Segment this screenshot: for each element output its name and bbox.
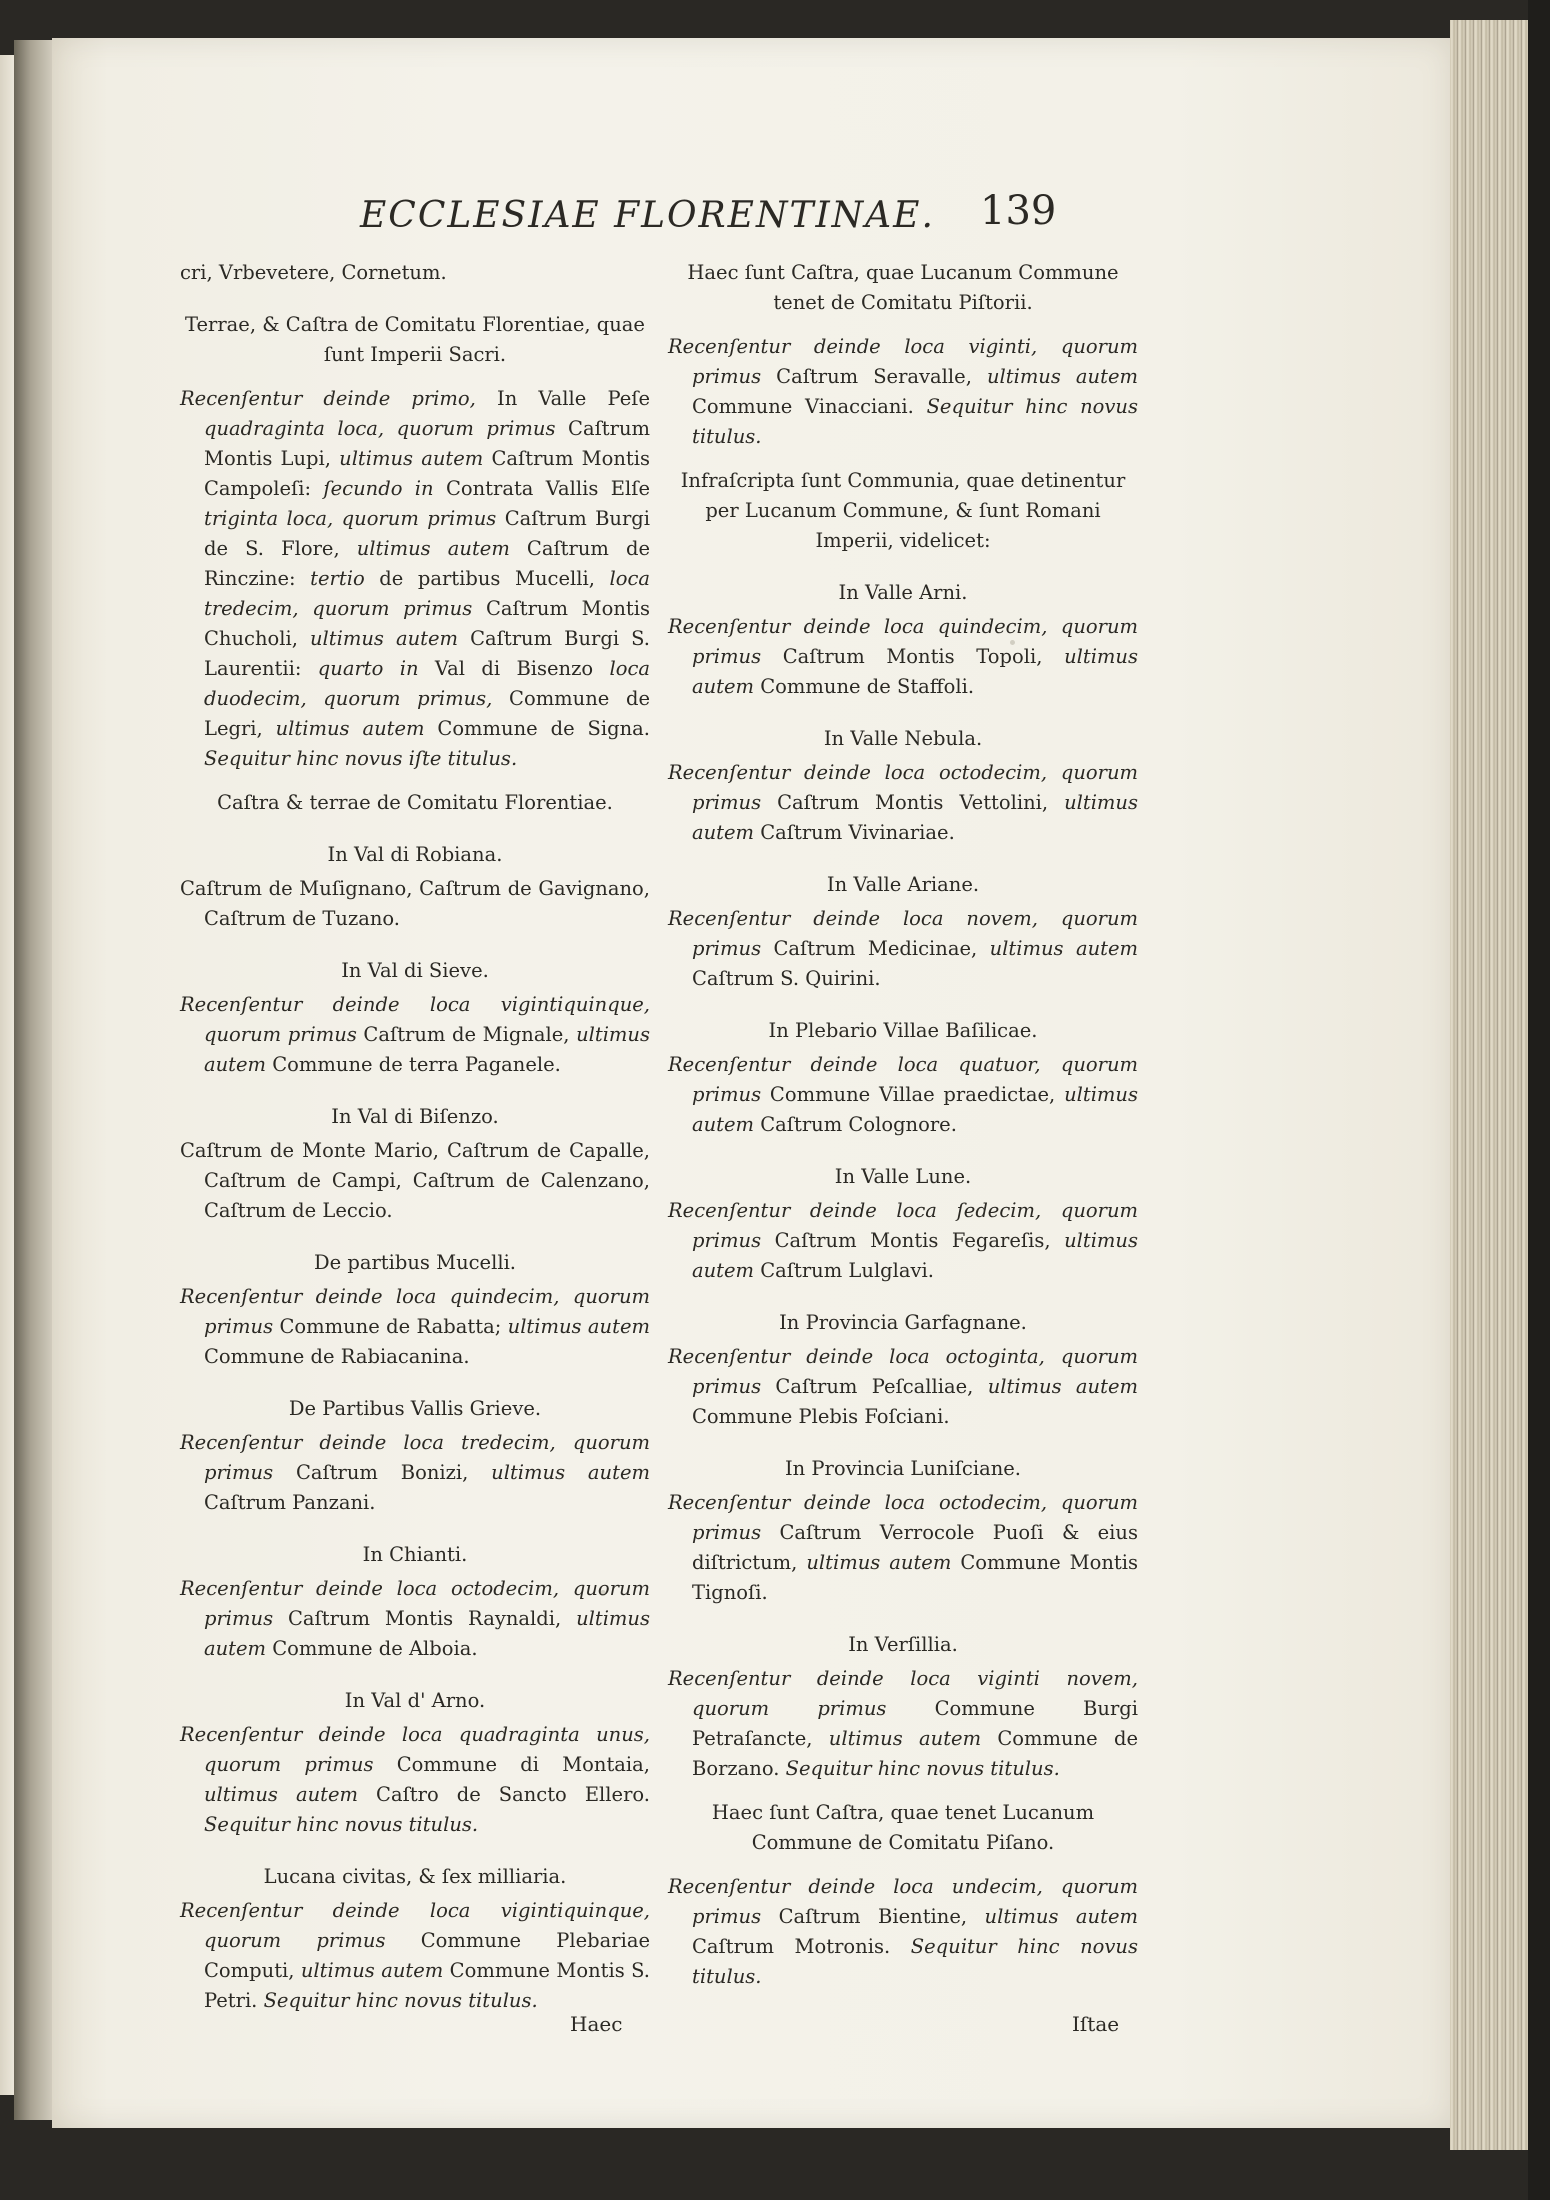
paragraph: Caſtrum de Monte Mario, Caſtrum de Capalle, Caſtrum de Campi, Caſtrum de Calenzano, Caſtrum de Leccio. — [180, 1139, 650, 1222]
paragraph: Recenſentur deinde loca quatuor, quorum primus Commune Villae praedictae, ultimus autem Caſtrum Colognore. — [668, 1053, 1138, 1136]
catchword-right: Iſtae — [1072, 2012, 1120, 2036]
section-heading: In Val di Sieve. — [341, 959, 489, 982]
paragraph: Recenſentur deinde loca octodecim, quorum primus Caſtrum Montis Vettolini, ultimus autem Caſtrum Vivinariae. — [668, 761, 1138, 844]
paragraph: Recenſentur deinde loca viginti novem, quorum primus Commune Burgi Petraſancte, ultimus autem Commune de Borzano. Sequitur hinc novus titulus. — [668, 1667, 1138, 1780]
background-shadow — [1528, 0, 1550, 2200]
section-heading: In Chianti. — [362, 1543, 468, 1566]
paragraph: Recenſentur deinde loca octoginta, quorum primus Caſtrum Peſcalliae, ultimus autem Commune Plebis Foſciani. — [668, 1345, 1138, 1428]
paragraph: Recenſentur deinde loca octodecim, quorum primus Caſtrum Montis Raynaldi, ultimus autem Commune de Alboia. — [180, 1577, 650, 1660]
paragraph: Recenſentur deinde loca quindecim, quorum primus Commune de Rabatta; ultimus autem Commune de Rabiacanina. — [180, 1285, 650, 1368]
paragraph: Recenſentur deinde loca quindecim, quorum primus Caſtrum Montis Topoli, ultimus autem Commune de Staffoli. — [668, 615, 1138, 698]
section-title: Terrae, & Caſtra de Comitatu Florentiae, quae ſunt Imperii Sacri. — [185, 313, 645, 366]
paragraph: Caſtrum de Muſignano, Caſtrum de Gavignano, Caſtrum de Tuzano. — [180, 877, 650, 930]
section-heading: In Val di Robiana. — [327, 843, 503, 866]
continuation-line: cri, Vrbevetere, Cornetum. — [180, 261, 447, 284]
section-title: Infraſcripta ſunt Communia, quae detinentur per Lucanum Commune, & ſunt Romani Imperii, videlicet: — [680, 469, 1126, 552]
catchword-left: Haec — [570, 2012, 623, 2036]
section-heading: In Provincia Luniſciane. — [784, 1457, 1022, 1480]
left-text-column — [180, 258, 650, 2030]
paragraph: Recenſentur deinde loca tredecim, quorum primus Caſtrum Bonizi, ultimus autem Caſtrum Panzani. — [180, 1431, 650, 1514]
section-heading: In Val di Biſenzo. — [331, 1105, 499, 1128]
paragraph: Recenſentur deinde primo, In Valle Peſe quadraginta loca, quorum primus Caſtrum Montis Lupi, ultimus autem Caſtrum Montis Campoleſi: ſecundo in Contrata Vallis Elſe triginta loca, quorum primus Caſtrum Burgi de S. Flore, ultimus autem Caſtrum de Rinczine: tertio de partibus Mucelli, loca tredecim, quorum primus Caſtrum Montis Chucholi, ultimus autem Caſtrum Burgi S. Laurentii: quarto in Val di Bisenzo loca duodecim, quorum primus, Commune de Legri, ultimus autem Commune de Signa. Sequitur hinc novus iſte titulus. — [180, 387, 651, 770]
section-title: Haec ſunt Caſtra, quae tenet Lucanum Commune de Comitatu Piſano. — [711, 1801, 1095, 1854]
section-heading: In Verſillia. — [848, 1633, 958, 1656]
running-header-title: ECCLESIAE FLORENTINAE. — [360, 195, 935, 236]
page-block-edges — [1450, 20, 1534, 2150]
paragraph: Recenſentur deinde loca undecim, quorum primus Caſtrum Bientine, ultimus autem Caſtrum Motronis. Sequitur hinc novus titulus. — [668, 1875, 1138, 1988]
section-heading: In Valle Lune. — [834, 1165, 972, 1188]
paragraph: Recenſentur deinde loca octodecim, quorum primus Caſtrum Verrocole Puoſi & eius diſtrictum, ultimus autem Commune Montis Tignoſi. — [668, 1491, 1138, 1604]
paragraph: Recenſentur deinde loca ſedecim, quorum primus Caſtrum Montis Fegareſis, ultimus autem Caſtrum Lulglavi. — [668, 1199, 1138, 1282]
book-gutter — [14, 40, 56, 2120]
section-heading: In Valle Nebula. — [823, 727, 983, 750]
paragraph: Recenſentur deinde loca viginti, quorum primus Caſtrum Seravalle, ultimus autem Commune Vinacciani. Sequitur hinc novus titulus. — [668, 335, 1139, 448]
section-heading: In Valle Arni. — [838, 581, 968, 604]
section-heading: Lucana civitas, & ſex milliaria. — [263, 1865, 567, 1888]
paragraph: Recenſentur deinde loca quadraginta unus, quorum primus Commune di Montaia, ultimus autem Caſtro de Sancto Ellero. Sequitur hinc novus titulus. — [180, 1723, 650, 1836]
paragraph: Recenſentur deinde loca novem, quorum primus Caſtrum Medicinae, ultimus autem Caſtrum S. Quirini. — [668, 907, 1138, 990]
section-heading: In Plebario Villae Baſilicae. — [768, 1019, 1038, 1042]
facing-page-edge — [0, 55, 14, 2095]
section-heading: In Provincia Garfagnane. — [779, 1311, 1027, 1334]
section-title: Caſtra & terrae de Comitatu Florentiae. — [217, 791, 613, 814]
section-heading: In Val d' Arno. — [344, 1689, 486, 1712]
section-title: Haec ſunt Caſtra, quae Lucanum Commune tenet de Comitatu Piſtorii. — [687, 261, 1119, 314]
section-heading: De Partibus Vallis Grieve. — [288, 1397, 542, 1420]
paragraph: Recenſentur deinde loca vigintiquinque, quorum primus Caſtrum de Mignale, ultimus autem Commune de terra Paganele. — [180, 993, 650, 1076]
section-heading: De partibus Mucelli. — [313, 1251, 517, 1274]
page-number: 139 — [980, 188, 1057, 234]
section-heading: In Valle Ariane. — [826, 873, 980, 896]
paragraph: Recenſentur deinde loca vigintiquinque, quorum primus Commune Plebariae Computi, ultimus autem Commune Montis S. Petri. Sequitur hinc novus titulus. — [180, 1899, 650, 2012]
right-text-column — [668, 258, 1138, 2006]
